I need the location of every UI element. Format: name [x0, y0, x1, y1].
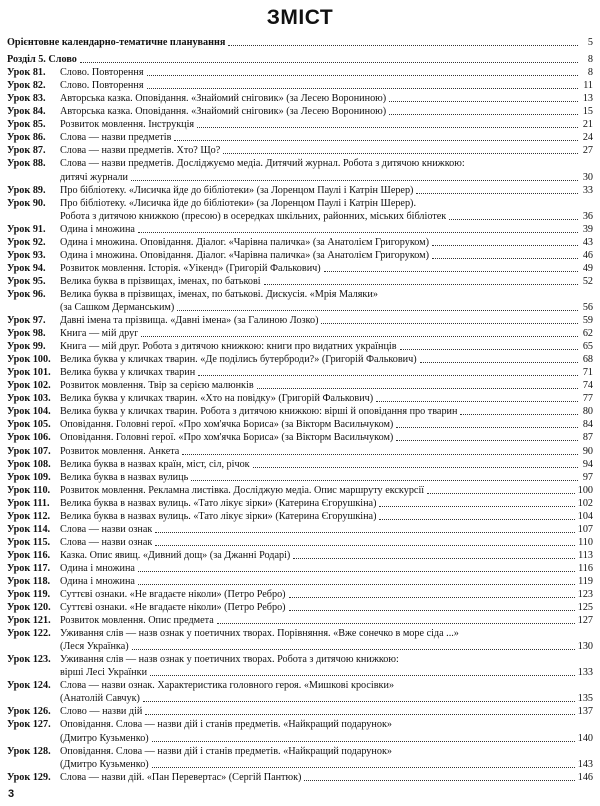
dot-leader [264, 283, 578, 285]
lesson-number: Урок 81. [7, 67, 46, 79]
lesson-number: Урок 108. [7, 458, 51, 470]
toc-entry [7, 679, 593, 692]
entry-title: Про бібліотеку. «Лисичка йде до бібліотеки» (за Лоренцом Паулі і Катрін Шерер). [60, 197, 416, 209]
page-ref: 36 [582, 210, 593, 222]
toc-entry [7, 745, 593, 758]
dot-leader [257, 387, 578, 389]
dot-leader [400, 348, 578, 350]
page-ref: 49 [582, 262, 593, 274]
entry-title: (Дмитро Кузьменко) [60, 758, 149, 770]
entry-title: Одина і множина [60, 223, 135, 235]
entry-title: Робота з дитячою книжкою (пресою) в осередках шкільних, районних, міських бібліотек [60, 210, 447, 222]
dot-leader [420, 361, 578, 363]
entry-title: Оповідання. Слова — назви дій і станів предметів. «Найкращий подарунок» [60, 745, 392, 757]
lesson-number: Урок 102. [7, 380, 51, 392]
dot-leader [396, 426, 578, 428]
entry-title: Про бібліотеку. «Лисичка йде до бібліотеки» (за Лоренцом Паулі і Катрін Шерер) [60, 184, 414, 196]
toc-entry [7, 471, 593, 484]
lesson-number: Урок 96. [7, 288, 46, 300]
toc-entry [7, 288, 593, 301]
toc-entry [7, 653, 593, 666]
lesson-number: Урок 93. [7, 249, 46, 261]
toc-entry [7, 458, 593, 471]
entry-title: Оповідання. Головні герої. «Про хом'ячка Бориса» (за Вікторм Васильчуком) [60, 419, 394, 431]
lesson-number: Урок 111. [7, 497, 50, 509]
lesson-number: Урок 119. [7, 589, 51, 601]
entry-title: Слова — назви предметів [60, 132, 172, 144]
entry-title: Давні імена та прізвища. «Давні імена» (за Галиною Лозко) [60, 315, 319, 327]
entry-title: Одина і множина. Оповідання. Діалог. «Чарівна паличка» (за Анатолієм Григоруком) [60, 249, 429, 261]
entry-title: Слово. Повторення [60, 67, 144, 79]
dot-leader [228, 44, 578, 46]
toc-entry [7, 666, 593, 679]
lesson-number: Урок 97. [7, 315, 46, 327]
entry-title: Розділ 5. Слово [7, 54, 77, 66]
page-ref: 137 [577, 706, 593, 718]
lesson-number: Урок 106. [7, 432, 51, 444]
dot-leader [432, 244, 578, 246]
page-ref: 52 [582, 275, 593, 287]
page-ref: 65 [582, 341, 593, 353]
toc-entry [7, 210, 593, 223]
entry-title: Слова — назви ознак [60, 523, 153, 535]
toc-entry [7, 536, 593, 549]
page-ref: 56 [582, 301, 593, 313]
lesson-number: Урок 107. [7, 445, 51, 457]
lesson-number: Урок 104. [7, 406, 51, 418]
dot-leader [80, 61, 578, 63]
page-ref: 110 [578, 536, 593, 548]
lesson-number: Урок 99. [7, 341, 46, 353]
entry-title: Розвиток мовлення. Анкета [60, 445, 180, 457]
lesson-number: Урок 94. [7, 262, 46, 274]
toc-entry [7, 144, 593, 157]
page-ref: 97 [582, 471, 593, 483]
dot-leader [155, 531, 574, 533]
lesson-number: Урок 83. [7, 93, 46, 105]
lesson-number: Урок 86. [7, 132, 46, 144]
dot-leader [449, 218, 578, 220]
dot-leader [396, 439, 578, 441]
toc-entry [7, 197, 593, 210]
toc-entry [7, 418, 593, 431]
entry-title: Слова — назви дій. «Пан Перевертас» (Сергій Пантюк) [60, 771, 302, 783]
page-ref: 62 [582, 328, 593, 340]
entry-title: (Анатолій Савчук) [60, 693, 140, 705]
entry-title: Орієнтовне календарно-тематичне планування [7, 37, 226, 49]
entry-title: Розвиток мовлення. Твір за серією малюнків [60, 380, 254, 392]
page-ref: 116 [578, 562, 593, 574]
lesson-number: Урок 85. [7, 119, 46, 131]
page-ref: 21 [582, 119, 593, 131]
dot-leader [304, 779, 574, 781]
lesson-number: Урок 110. [7, 484, 51, 496]
dot-leader [389, 113, 578, 115]
toc-entry [7, 692, 593, 705]
lesson-number: Урок 112. [7, 510, 51, 522]
dot-leader [379, 505, 574, 507]
entry-title: Слова — назви предметів. Досліджуємо медіа. Дитячий журнал. Робота з дитячою книжкою: [60, 158, 465, 170]
entry-title: Розвиток мовлення. Історія. «Уікенд» (Григорій Фалькович) [60, 262, 321, 274]
toc-entry [7, 236, 593, 249]
page-ref: 59 [582, 315, 593, 327]
toc-entry [7, 36, 593, 49]
dot-leader [155, 544, 575, 546]
toc-entry [7, 118, 593, 131]
entry-title: Велика буква у кличках тварин. Робота з дитячою книжкою: вірші й оповідання про тварин [60, 406, 458, 418]
entry-title: Книга — мій друг [60, 328, 139, 340]
lesson-number: Урок 109. [7, 471, 51, 483]
page-ref: 140 [577, 732, 593, 744]
dot-leader [145, 713, 574, 715]
page-ref: 74 [582, 380, 593, 392]
entry-title: Оповідання. Слова — назви дій і станів предметів. «Найкращий подарунок» [60, 719, 392, 731]
lesson-number: Урок 84. [7, 106, 46, 118]
dot-leader [427, 492, 575, 494]
toc-entry [7, 275, 593, 288]
dot-leader [253, 466, 578, 468]
lesson-number: Урок 120. [7, 602, 51, 614]
page-ref: 13 [582, 93, 593, 105]
dot-leader [177, 309, 578, 311]
toc-entry [7, 614, 593, 627]
dot-leader [289, 609, 575, 611]
page-ref: 143 [577, 758, 593, 770]
dot-leader [147, 87, 578, 89]
lesson-number: Урок 82. [7, 80, 46, 92]
lesson-number: Урок 88. [7, 158, 46, 170]
toc-entry [7, 262, 593, 275]
entry-title: Слово — назви дій [60, 706, 143, 718]
lesson-number: Урок 90. [7, 197, 46, 209]
toc-entry [7, 497, 593, 510]
toc-entry [7, 405, 593, 418]
lesson-number: Урок 95. [7, 275, 46, 287]
toc-entry [7, 731, 593, 744]
toc-entry [7, 562, 593, 575]
toc-entry [7, 66, 593, 79]
page-ref: 133 [577, 667, 593, 679]
lesson-number: Урок 118. [7, 575, 51, 587]
page-ref: 68 [582, 354, 593, 366]
lesson-number: Урок 114. [7, 523, 51, 535]
entry-title: Слова — назви предметів. Хто? Що? [60, 145, 221, 157]
toc-entry [7, 431, 593, 444]
dot-leader [289, 596, 575, 598]
dot-leader [379, 518, 574, 520]
page-ref: 80 [582, 406, 593, 418]
entry-title: Слова — назви ознак. Характеристика головного героя. «Мишкові кросівки» [60, 680, 395, 692]
entry-title: Велика буква в назвах вулиць. «Тато лікує зірки» (Катерина Єгорушкіна) [60, 497, 377, 509]
entry-title: вірші Лесі Українки [60, 667, 148, 679]
page-ref: 119 [578, 575, 593, 587]
dot-leader [138, 570, 575, 572]
page-ref: 71 [582, 367, 593, 379]
dot-leader [198, 374, 578, 376]
entry-title: Розвиток мовлення. Інструкція [60, 119, 195, 131]
lesson-number: Урок 128. [7, 745, 51, 757]
page-ref: 84 [582, 419, 593, 431]
page-ref: 46 [582, 249, 593, 261]
entry-title: Уживання слів — назв ознак у поетичних творах. Порівняння. «Вже сонечко в море сіда ...» [60, 628, 459, 640]
toc-entry [7, 105, 593, 118]
toc-entry [7, 718, 593, 731]
toc-entry [7, 79, 593, 92]
toc-entry [7, 327, 593, 340]
dot-leader [460, 413, 578, 415]
toc-entry [7, 366, 593, 379]
entry-title: Велика буква в назвах країн, міст, сіл, річок [60, 458, 250, 470]
page-ref: 123 [577, 589, 593, 601]
page-ref: 43 [582, 236, 593, 248]
lesson-number: Урок 89. [7, 184, 46, 196]
dot-leader [293, 557, 575, 559]
toc-entry [7, 771, 593, 784]
toc-entry [7, 353, 593, 366]
toc-entry [7, 314, 593, 327]
page-ref: 127 [577, 615, 593, 627]
toc-entry [7, 92, 593, 105]
dot-leader [223, 152, 578, 154]
entry-title: Велика буква в прізвищах, іменах, по батькові [60, 275, 261, 287]
page-ref: 87 [582, 432, 593, 444]
page-ref: 125 [577, 602, 593, 614]
dot-leader [174, 139, 578, 141]
lesson-number: Урок 101. [7, 367, 51, 379]
dot-leader [191, 479, 578, 481]
toc-entry [7, 157, 593, 170]
toc-entry [7, 758, 593, 771]
toc-entry [7, 575, 593, 588]
lesson-number: Урок 105. [7, 419, 51, 431]
page-ref: 15 [582, 106, 593, 118]
toc-entry [7, 705, 593, 718]
toc-entry [7, 184, 593, 197]
page-ref: 77 [582, 393, 593, 405]
page-ref: 8 [587, 67, 593, 79]
toc-entry [7, 588, 593, 601]
page-ref: 5 [587, 37, 593, 49]
page-ref: 33 [582, 184, 593, 196]
dot-leader [197, 126, 578, 128]
entry-title: Велика буква у кличках тварин. «Де поділись бутерброди?» (Григорій Фалькович) [60, 354, 417, 366]
lesson-number: Урок 115. [7, 536, 51, 548]
page-ref: 94 [582, 458, 593, 470]
lesson-number: Урок 117. [7, 562, 51, 574]
page-ref: 8 [587, 54, 593, 66]
toc-entry [7, 510, 593, 523]
entry-title: (Дмитро Кузьменко) [60, 732, 149, 744]
entry-title: Велика буква в назвах вулиць. «Тато лікує зірки» (Катерина Єгорушкіна) [60, 510, 377, 522]
page-ref: 30 [582, 171, 593, 183]
entry-title: Одина і множина. Оповідання. Діалог. «Чарівна паличка» (за Анатолієм Григоруком) [60, 236, 429, 248]
entry-title: (Леся Українка) [60, 641, 129, 653]
dot-leader [143, 700, 575, 702]
toc-entry [7, 170, 593, 183]
dot-leader [131, 179, 578, 181]
toc-entry [7, 53, 593, 66]
page-ref: 39 [582, 223, 593, 235]
lesson-number: Урок 91. [7, 223, 46, 235]
page-ref: 146 [577, 771, 593, 783]
toc-entry [7, 379, 593, 392]
page-ref: 27 [582, 145, 593, 157]
page-ref: 90 [582, 445, 593, 457]
dot-leader [432, 257, 578, 259]
dot-leader [321, 322, 578, 324]
lesson-number: Урок 103. [7, 393, 51, 405]
page-ref: 24 [582, 132, 593, 144]
toc-entry [7, 301, 593, 314]
dot-leader [138, 583, 575, 585]
toc-entry [7, 523, 593, 536]
page-ref: 11 [583, 80, 593, 92]
toc-entry [7, 392, 593, 405]
entry-title: Суттєві ознаки. «Не вгадаєте ніколи» (Петро Ребро) [60, 602, 286, 614]
entry-title: (за Сашком Дерманським) [60, 301, 175, 313]
entry-title: Авторська казка. Оповідання. «Знайомий сніговик» (за Лесею Ворониною) [60, 106, 387, 118]
toc-entry [7, 484, 593, 497]
entry-title: Слово. Повторення [60, 80, 144, 92]
page-number: 3 [8, 788, 15, 800]
dot-leader [217, 622, 575, 624]
entry-title: Казка. Опис явищ. «Дивний дощ» (за Джанні Родарі) [60, 549, 291, 561]
page-ref: 130 [577, 641, 593, 653]
lesson-number: Урок 100. [7, 354, 51, 366]
entry-title: Одина і множина [60, 562, 135, 574]
lesson-number: Урок 129. [7, 771, 51, 783]
lesson-number: Урок 121. [7, 615, 51, 627]
toc-entry [7, 627, 593, 640]
toc-entry [7, 249, 593, 262]
dot-leader [152, 766, 575, 768]
entry-title: Суттєві ознаки. «Не вгадаєте ніколи» (Петро Ребро) [60, 589, 286, 601]
dot-leader [138, 231, 578, 233]
toc-entry [7, 640, 593, 653]
entry-title: Книга — мій друг. Робота з дитячою книжкою: книги про видатних українців [60, 341, 397, 353]
entry-title: Велика буква в прізвищах, іменах, по батькові. Дискусія. «Мрія Маляки» [60, 288, 378, 300]
entry-title: Оповідання. Головні герої. «Про хом'ячка Бориса» (за Вікторм Васильчуком) [60, 432, 394, 444]
lesson-number: Урок 123. [7, 654, 51, 666]
page-ref: 135 [577, 693, 593, 705]
lesson-number: Урок 127. [7, 719, 51, 731]
lesson-number: Урок 116. [7, 549, 51, 561]
toc-entry [7, 601, 593, 614]
dot-leader [182, 453, 578, 455]
entry-title: Велика буква у кличках тварин [60, 367, 196, 379]
entry-title: Авторська казка. Оповідання. «Знайомий сніговик» (за Лесею Ворониною) [60, 93, 387, 105]
entry-title: Велика буква у кличках тварин. «Хто на повідку» (Григорій Фалькович) [60, 393, 374, 405]
toc-entry [7, 549, 593, 562]
entry-title: дитячі журнали [60, 171, 128, 183]
lesson-number: Урок 98. [7, 328, 46, 340]
entry-title: Розвиток мовлення. Рекламна листівка. Досліджую медіа. Опис маршруту екскурсії [60, 484, 425, 496]
page-title: ЗМІСТ [266, 6, 334, 29]
entry-title: Розвиток мовлення. Опис предмета [60, 615, 214, 627]
lesson-number: Урок 122. [7, 628, 51, 640]
lesson-number: Урок 92. [7, 236, 46, 248]
lesson-number: Урок 126. [7, 706, 51, 718]
entry-title: Слова — назви ознак [60, 536, 153, 548]
entry-title: Велика буква в назвах вулиць [60, 471, 189, 483]
dot-leader [416, 192, 578, 194]
entry-title: Уживання слів — назв ознак у поетичних творах. Робота з дитячою книжкою: [60, 654, 399, 666]
dot-leader [141, 335, 578, 337]
dot-leader [147, 74, 578, 76]
dot-leader [376, 400, 578, 402]
page-ref: 104 [577, 510, 593, 522]
entry-title: Одина і множина [60, 575, 135, 587]
dot-leader [152, 740, 575, 742]
page-ref: 102 [577, 497, 593, 509]
page-ref: 107 [577, 523, 593, 535]
lesson-number: Урок 124. [7, 680, 51, 692]
dot-leader [150, 674, 575, 676]
page-ref: 100 [577, 484, 593, 496]
toc-entry [7, 444, 593, 457]
dot-leader [324, 270, 578, 272]
lesson-number: Урок 87. [7, 145, 46, 157]
toc-entry [7, 340, 593, 353]
dot-leader [132, 648, 575, 650]
toc-entry [7, 131, 593, 144]
dot-leader [389, 100, 578, 102]
page-ref: 113 [578, 549, 593, 561]
table-of-contents [7, 36, 593, 784]
toc-entry [7, 223, 593, 236]
